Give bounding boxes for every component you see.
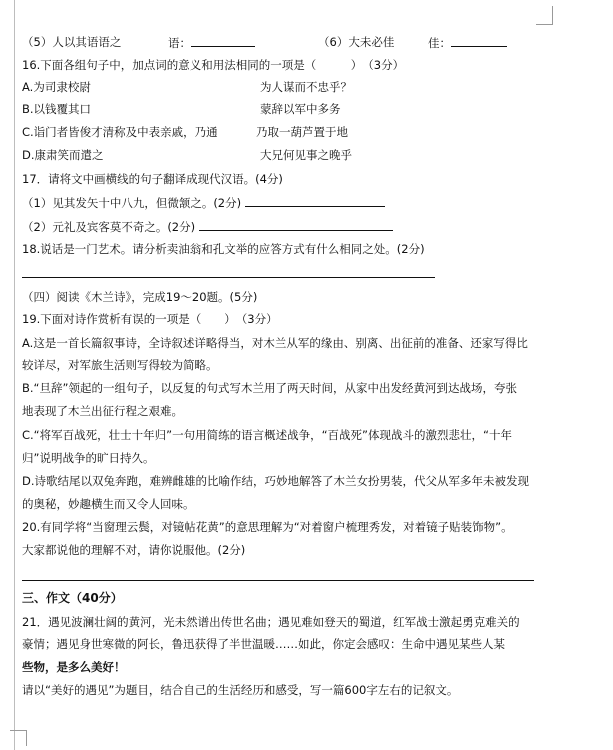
q21-line2: 豪情；遇见身世寒微的阿长，鲁迅获得了半世温暖……如此，你定会感叹：生命中遇见某些人某	[22, 637, 505, 651]
q16-option-c-left: C.诣门者皆俊才清称及中表亲戚，乃通	[22, 125, 218, 139]
q19-stem: 19.下面对诗作赏析有误的一项是（ ） （3分）	[22, 312, 278, 326]
q19-option-c-line2: 归”说明战争的旷日持久。	[22, 451, 155, 465]
q15-item5: （5）人以其语语之	[22, 35, 122, 49]
q15-item5-answer: 语：	[168, 35, 255, 51]
q17-item2: （2）元礼及宾客莫不奇之。(2分)	[22, 219, 393, 235]
answer-blank[interactable]	[451, 35, 507, 47]
q19-option-b-line2: 地表现了木兰出征行程之艰难。	[22, 404, 183, 418]
q16-option-c-right: 乃取一葫芦置于地	[256, 125, 348, 139]
q20-answer-line[interactable]	[22, 580, 534, 581]
section3-title: 三、作文（40分）	[22, 591, 123, 605]
answer-blank[interactable]	[199, 219, 393, 231]
page-margin-line	[14, 0, 15, 750]
q16-option-d-left: D.康肃笑而遣之	[22, 148, 104, 162]
q20-line2: 大家都说他的理解不对，请你说服他。(2分)	[22, 543, 246, 557]
q21-line4: 请以“美好的遇见”为题目，结合自己的生活经历和感受，写一篇600字左右的记叙文。	[22, 683, 459, 697]
q17-item1: （1）见其发矢十中八九，但微颔之。(2分)	[22, 195, 385, 211]
section4-title: （四）阅读《木兰诗》，完成19～20题。(5分)	[22, 290, 258, 304]
q16-option-a-right: 为人谋而不忠乎？	[260, 80, 352, 94]
q20-line1: 20.有同学将“当窗理云鬓，对镜帖花黄”的意思理解为“对着窗户梳理秀发，对着镜子贴装饰物”。	[22, 520, 513, 534]
q18-answer-line[interactable]	[22, 277, 435, 278]
q16-option-b-left: B.以钱覆其口	[22, 102, 92, 116]
q19-option-d-line2: 的奥秘，妙趣横生而又令人回味。	[22, 497, 195, 511]
q21-line3: 些物，是多么美好！	[22, 660, 126, 674]
q19-option-a-line1: A.这是一首长篇叙事诗，全诗叙述详略得当，对木兰从军的缘由、别离、出征前的准备、还家写得比	[22, 336, 528, 350]
q21-line1: 21．遇见波澜壮阔的黄河，光未然谱出传世名曲；遇见难如登天的蜀道，红军战士激起勇克难关的	[22, 615, 520, 629]
answer-blank[interactable]	[245, 195, 385, 207]
q19-option-c-line1: C.“将军百战死，壮士十年归”一句用简练的语言概述战争，“百战死”体现战斗的激烈悲壮，“十年	[22, 428, 512, 442]
q19-option-a-line2: 较详尽，对军旅生活则写得较为简略。	[22, 358, 218, 372]
q15-item6: （6）大未必佳	[318, 35, 395, 49]
q18-stem: 18.说话是一门艺术。请分析卖油翁和孔文举的应答方式有什么相同之处。(2分)	[22, 242, 425, 256]
q19-option-d-line1: D.诗歌结尾以双兔奔跑，难辨雌雄的比喻作结，巧妙地解答了木兰女扮男装，代父从军多年未被发现	[22, 474, 530, 488]
crop-mark-bottom-left-h	[10, 730, 27, 731]
q15-item6-answer: 佳：	[428, 35, 507, 51]
crop-mark-top-right	[552, 6, 553, 24]
crop-mark-top-right-h	[536, 24, 553, 25]
q16-option-b-right: 蒙辞以军中多务	[260, 102, 341, 116]
answer-blank[interactable]	[191, 35, 255, 47]
q16-option-a-left: A.为司隶校尉	[22, 80, 91, 94]
q16-option-d-right: 大兄何见事之晚乎	[260, 148, 352, 162]
q17-stem: 17．请将文中画横线的句子翻译成现代汉语。(4分)	[22, 172, 283, 186]
crop-mark-bottom-left	[26, 730, 27, 746]
q19-option-b-line1: B.“旦辞”领起的一组句子，以反复的句式写木兰用了两天时间，从家中出发经黄河到达战场，夸张	[22, 381, 517, 395]
q16-stem: 16.下面各组句子中，加点词的意义和用法相同的一项是（ ） （3分）	[22, 58, 405, 72]
